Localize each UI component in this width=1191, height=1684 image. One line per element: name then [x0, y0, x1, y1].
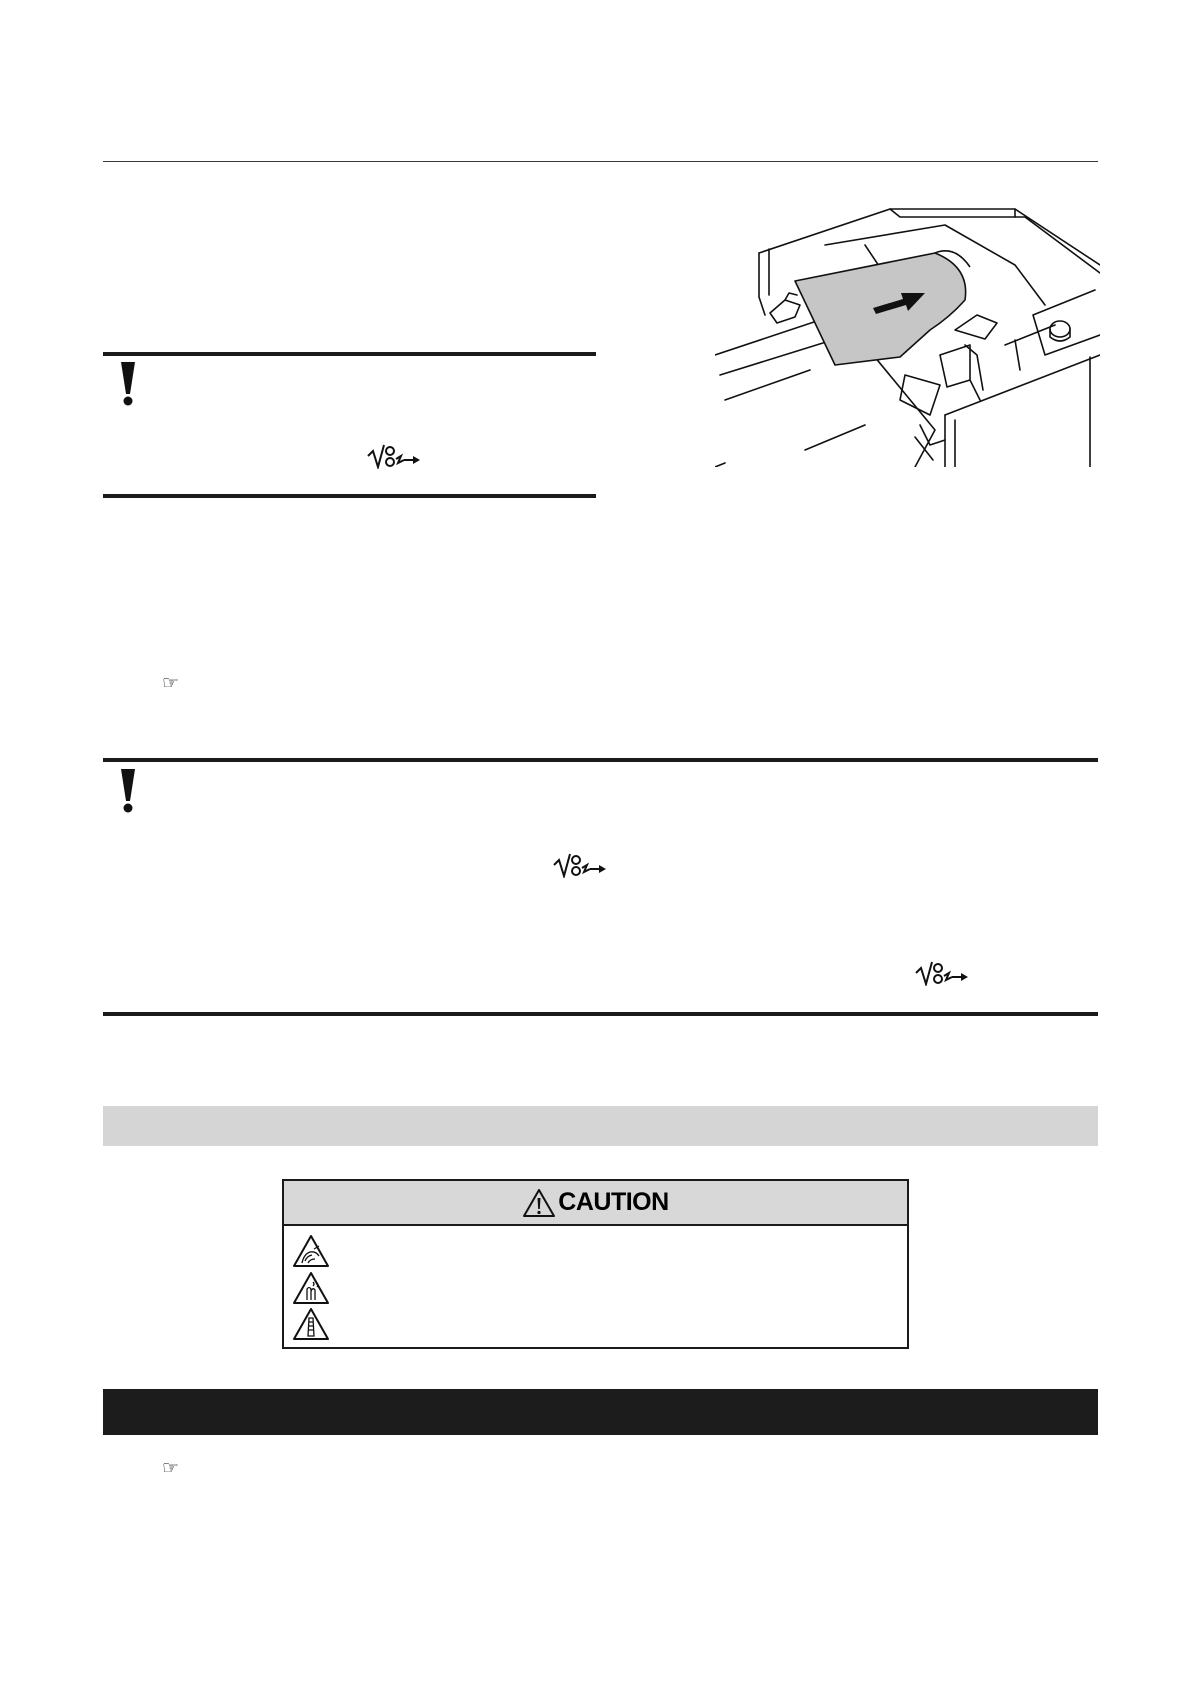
- header-rule: [103, 161, 1098, 162]
- paper-jam-icon: [553, 852, 607, 878]
- reference-pointer-icon: ☞: [162, 672, 180, 694]
- exclamation-icon: [118, 769, 138, 813]
- paper-feed-illustration: [715, 205, 1100, 467]
- exclamation-icon: [118, 362, 138, 406]
- notice-top-rule: [103, 352, 596, 356]
- notice-bottom-rule: [103, 494, 596, 498]
- notice-wide-top-rule: [103, 758, 1098, 762]
- rotating-blade-hazard-icon: [292, 1307, 330, 1341]
- caution-header: [284, 1181, 907, 1226]
- paper-jam-icon: [367, 443, 421, 469]
- section-heading-band: [103, 1106, 1098, 1146]
- hot-surface-hazard-icon: [292, 1271, 330, 1305]
- warning-triangle-icon: [522, 1188, 556, 1218]
- caution-panel: [282, 1179, 909, 1349]
- section-heading-dark-band: [103, 1389, 1098, 1435]
- paper-jam-icon: [915, 960, 969, 986]
- caution-title: CAUTION: [558, 1188, 669, 1216]
- notice-wide-bottom-rule: [103, 1012, 1098, 1016]
- hand-pinch-hazard-icon: [292, 1234, 330, 1268]
- reference-pointer-icon: ☞: [162, 1457, 180, 1479]
